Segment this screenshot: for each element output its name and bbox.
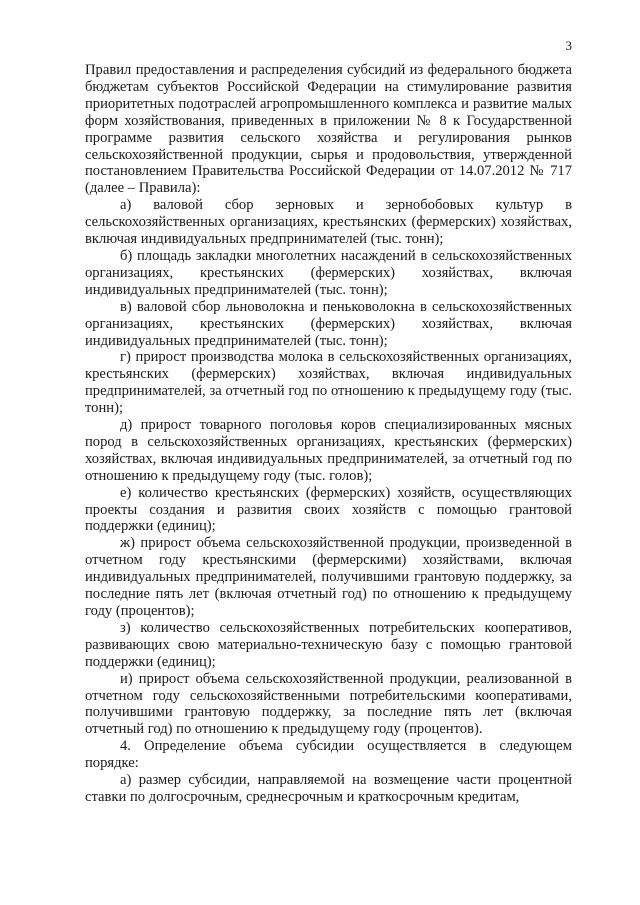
paragraph-intro: Правил предоставления и распределения субсидий из федерального бюджета бюджетам субъектов Российской Федерации на стимулирование развития приоритетных подотраслей агропромышленного комплекса и развитие малых форм хозяйствования, приведенных в приложении № 8 к Государственной программе развития сельского хозяйства и регулирования рынков сельскохозяйственной продукции, сырья и продовольствия, утвержденной постановлением Правительства Российской Федерации от 14.07.2012 № 717 (далее – Правила): [85, 62, 572, 197]
page-number: 3 [565, 38, 572, 53]
list-item-i: и) прирост объема сельскохозяйственной продукции, реализованной в отчетном году сельскохозяйственными потребительскими кооперативами, получившими грантовую поддержку, за последние пять лет (включая отчетный год) по отношению к предыдущему году (процентов). [85, 670, 572, 738]
list-item-a: а) валовой сбор зерновых и зернобобовых культур в сельскохозяйственных организациях, крестьянских (фермерских) хозяйствах, включая индивидуальных предпринимателей (тыс. тонн); [85, 197, 572, 248]
list-item-z: з) количество сельскохозяйственных потребительских кооперативов, развивающих свою материально-техническую базу с помощью грантовой поддержки (единиц); [85, 619, 572, 670]
section-4-heading: 4. Определение объема субсидии осуществляется в следующем порядке: [85, 738, 572, 772]
list-item-b: б) площадь закладки многолетних насаждений в сельскохозяйственных организациях, крестьянских (фермерских) хозяйствах, включая индивидуальных предпринимателей (тыс. тонн); [85, 247, 572, 298]
list-item-g: г) прирост производства молока в сельскохозяйственных организациях, крестьянских (фермерских) хозяйствах, включая индивидуальных предпринимателей, за отчетный год по отношению к предыдущему году (тыс. тонн); [85, 349, 572, 417]
list-item-e: е) количество крестьянских (фермерских) хозяйств, осуществляющих проекты создания и развития своих хозяйств с помощью грантовой поддержки (единиц); [85, 484, 572, 535]
list-item-d: д) прирост товарного поголовья коров специализированных мясных пород в сельскохозяйственных организациях, крестьянских (фермерских) хозяйствах, включая индивидуальных предпринимателей, за отчетный год по отношению к предыдущему году (тыс. голов); [85, 417, 572, 484]
list-item-zh: ж) прирост объема сельскохозяйственной продукции, произведенной в отчетном году крестьянскими (фермерскими) хозяйствами, включая индивидуальных предпринимателей, получившими грантовую поддержку, за последние пять лет (включая отчетный год) по отношению к предыдущему году (процентов); [85, 535, 572, 619]
document-body [85, 62, 572, 806]
list-item-v: в) валовой сбор льноволокна и пеньковолокна в сельскохозяйственных организациях, крестьянских (фермерских) хозяйствах, включая индивидуальных предпринимателей (тыс. тонн); [85, 298, 572, 349]
section-4-item-a: а) размер субсидии, направляемой на возмещение части процентной ставки по долгосрочным, среднесрочным и краткосрочным кредитам, [85, 772, 572, 805]
